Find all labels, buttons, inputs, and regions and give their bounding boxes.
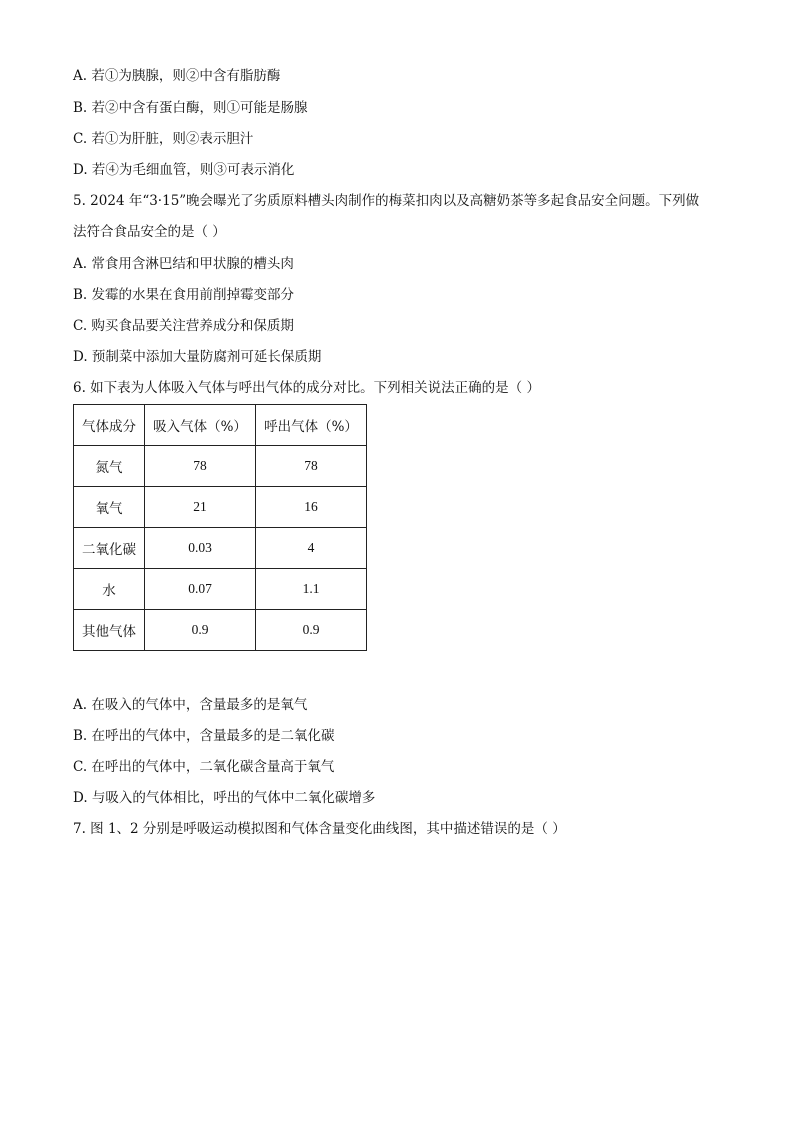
table-row	[74, 528, 367, 569]
q6-option-a: A. 在吸入的气体中，含量最多的是氧气	[73, 697, 308, 713]
table-cell: 4	[256, 528, 367, 569]
q5-option-d: D. 预制菜中添加大量防腐剂可延长保质期	[73, 349, 322, 365]
q6-stem: 6. 如下表为人体吸入气体与呼出气体的成分对比。下列相关说法正确的是（ ）	[73, 380, 540, 396]
q6-option-c: C. 在呼出的气体中，二氧化碳含量高于氧气	[73, 759, 335, 775]
table-row	[74, 446, 367, 487]
table-cell: 78	[145, 446, 256, 487]
table-cell: 其他气体	[74, 610, 145, 651]
q5-option-a: A. 常食用含淋巴结和甲状腺的槽头肉	[73, 256, 294, 272]
table-row	[74, 569, 367, 610]
table-row	[74, 610, 367, 651]
table-cell: 0.9	[256, 610, 367, 651]
table-cell: 16	[256, 487, 367, 528]
q4-option-a: A. 若①为胰腺，则②中含有脂肪酶	[73, 68, 281, 84]
table-header-cell: 呼出气体（%）	[256, 405, 367, 446]
table-cell: 氧气	[74, 487, 145, 528]
q6-option-d: D. 与吸入的气体相比，呼出的气体中二氧化碳增多	[73, 790, 376, 806]
q5-option-b: B. 发霉的水果在食用前削掉霉变部分	[73, 287, 295, 303]
table-cell: 1.1	[256, 569, 367, 610]
table-cell: 21	[145, 487, 256, 528]
table-header-row	[74, 405, 367, 446]
q6-option-b: B. 在呼出的气体中，含量最多的是二氧化碳	[73, 728, 335, 744]
table-header-cell: 吸入气体（%）	[145, 405, 256, 446]
table-cell: 二氧化碳	[74, 528, 145, 569]
table-cell: 水	[74, 569, 145, 610]
q7-stem: 7. 图 1、2 分别是呼吸运动模拟图和气体含量变化曲线图，其中描述错误的是（ ）	[73, 821, 566, 837]
q4-option-b: B. 若②中含有蛋白酶，则①可能是肠腺	[73, 100, 308, 116]
q5-stem-line2: 法符合食品安全的是（ ）	[73, 224, 226, 240]
table-cell: 78	[256, 446, 367, 487]
table-cell: 0.9	[145, 610, 256, 651]
table-cell: 氮气	[74, 446, 145, 487]
q5-option-c: C. 购买食品要关注营养成分和保质期	[73, 318, 294, 334]
table-cell: 0.03	[145, 528, 256, 569]
q4-option-c: C. 若①为肝脏，则②表示胆汁	[73, 131, 254, 147]
gas-composition-table	[73, 404, 367, 651]
table-cell: 0.07	[145, 569, 256, 610]
table-header-cell: 气体成分	[74, 405, 145, 446]
q5-stem-line1: 5. 2024 年“3·15”晚会曝光了劣质原料槽头肉制作的梅菜扣肉以及高糖奶茶等多起食品安全问题。下列做	[73, 193, 700, 209]
table-row	[74, 487, 367, 528]
q4-option-d: D. 若④为毛细血管，则③可表示消化	[73, 162, 295, 178]
